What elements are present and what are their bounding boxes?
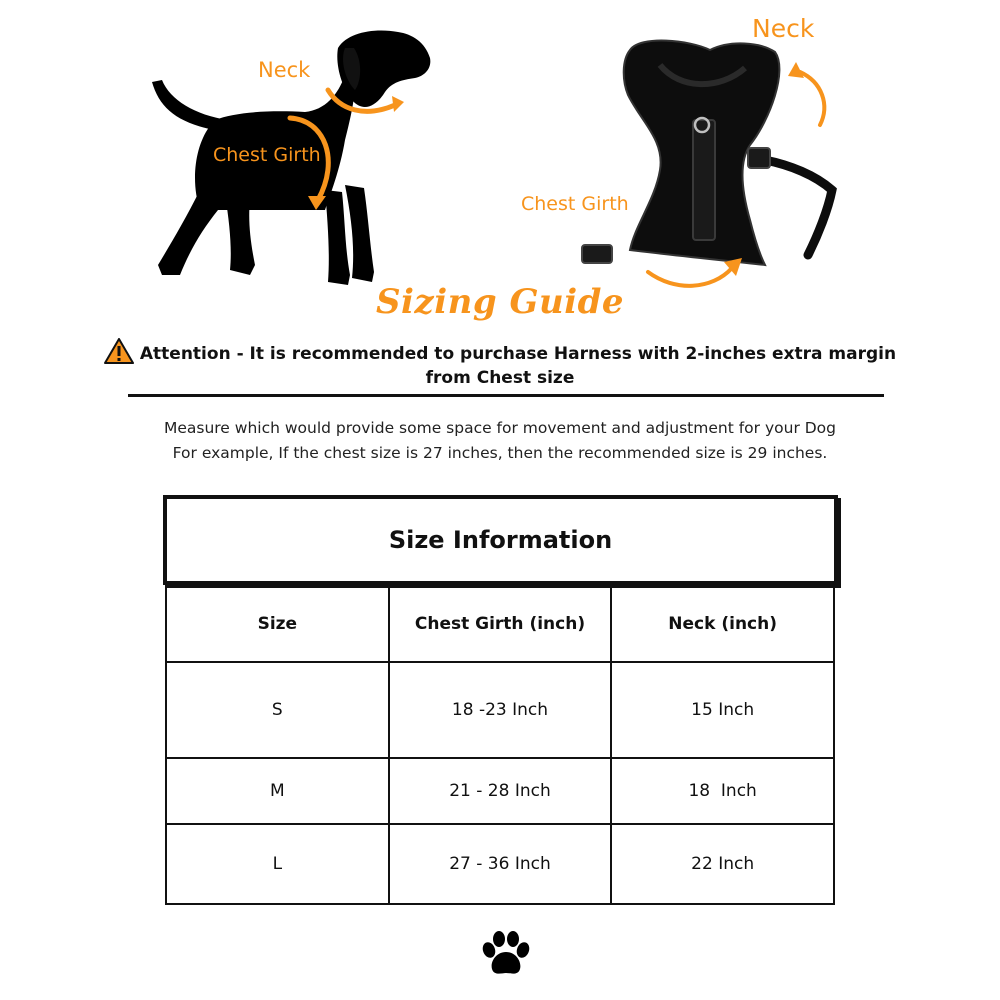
header-chest-girth: Chest Girth (inch) [389, 586, 612, 662]
size-information-header: Size Information [163, 495, 838, 585]
size-cell: M [166, 758, 389, 824]
neck-cell: 18 Inch [611, 758, 834, 824]
harness-figure [560, 10, 860, 300]
header-size: Size [166, 586, 389, 662]
size-cell: L [166, 824, 389, 904]
paw-icon [480, 930, 532, 978]
table-row [166, 758, 834, 824]
attention-note [100, 338, 900, 390]
chest-cell: 27 - 36 Inch [389, 824, 612, 904]
measure-line-2: For example, If the chest size is 27 inches, then the recommended size is 29 inches. [172, 444, 828, 462]
neck-cell: 22 Inch [611, 824, 834, 904]
warning-icon [104, 338, 134, 364]
table-row [166, 662, 834, 758]
harness-chest-label: Chest Girth [521, 193, 629, 215]
chest-cell: 21 - 28 Inch [389, 758, 612, 824]
dog-neck-label: Neck [258, 58, 311, 82]
table-header-row [166, 586, 834, 662]
harness-neck-label: Neck [752, 14, 815, 43]
size-cell: S [166, 662, 389, 758]
measure-line-1: Measure which would provide some space for movement and adjustment for your Dog [163, 419, 837, 437]
divider [128, 394, 884, 397]
attention-text: Attention - It is recommended to purchase Harness with 2-inches extra margin from Chest size [139, 344, 897, 388]
dog-chest-label: Chest Girth [213, 144, 321, 166]
measure-instructions [60, 416, 940, 466]
header-neck: Neck (inch) [611, 586, 834, 662]
page-title: Sizing Guide [375, 282, 625, 322]
table-row [166, 824, 834, 904]
neck-cell: 15 Inch [611, 662, 834, 758]
size-table [165, 585, 835, 905]
harness-neck-arrow [800, 72, 824, 125]
chest-cell: 18 -23 Inch [389, 662, 612, 758]
